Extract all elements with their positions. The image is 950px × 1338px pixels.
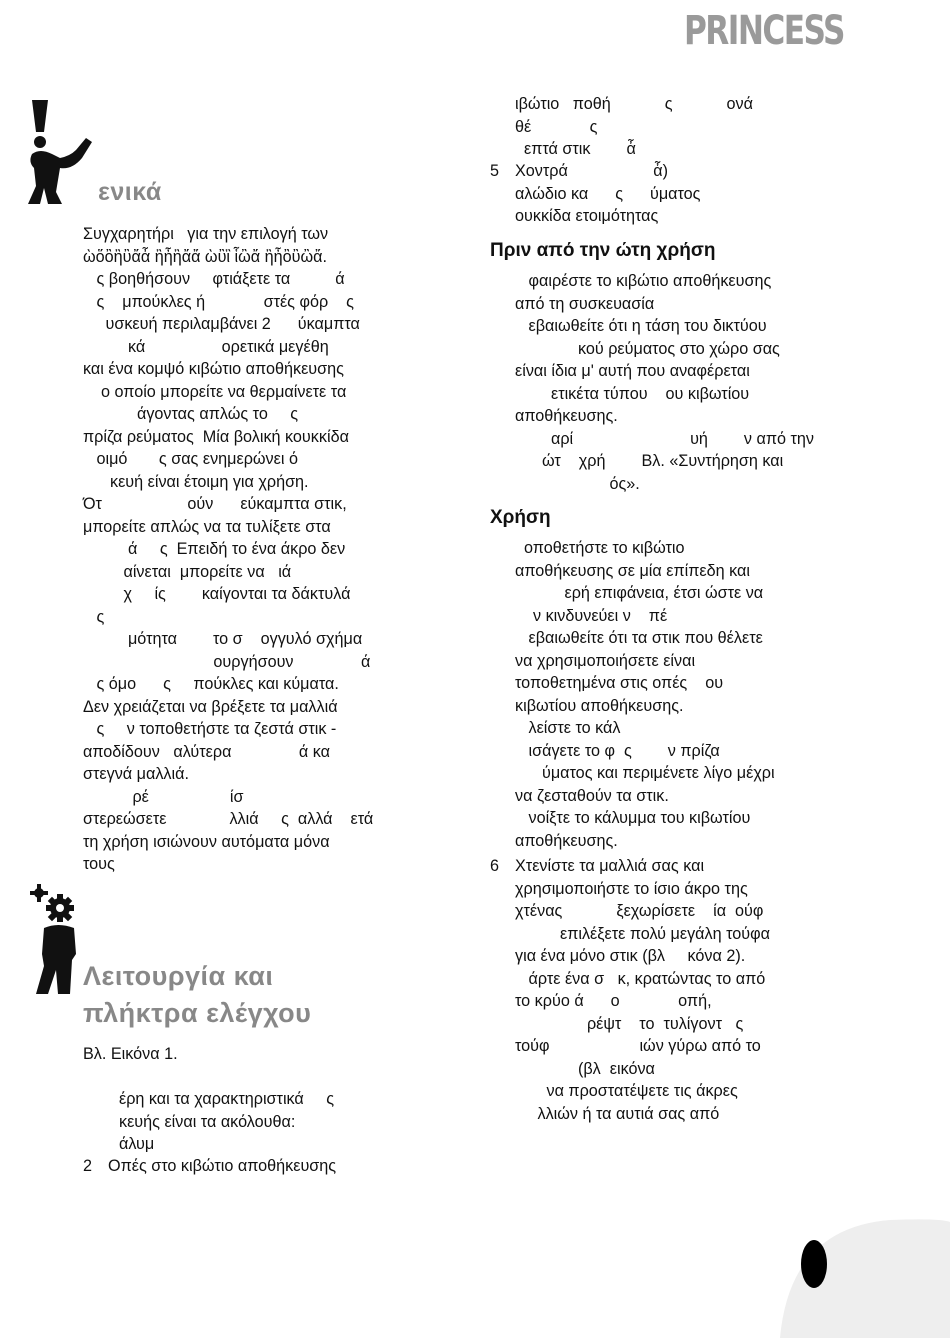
text-line: ς bbox=[83, 607, 105, 626]
text-line: ιβώτιο ποθή ς ονά bbox=[515, 95, 753, 113]
text-line: στερεώσετε λλιά ς αλλά ετά bbox=[83, 810, 374, 828]
text-line: ισάγετε το φ ς ν πρίζα bbox=[515, 741, 720, 760]
text-line: κού ρεύματος στο χώρο σας bbox=[515, 339, 780, 358]
text-line: αρί υή ν από την bbox=[515, 429, 815, 448]
text-line: το κρύο ά ο οπή, bbox=[515, 992, 712, 1010]
text-line: στεγνά μαλλιά. bbox=[83, 765, 189, 783]
text-line: ουκκίδα ετοιμότητας bbox=[515, 207, 659, 225]
text-line: τούφ ιών γύρω από το bbox=[515, 1037, 761, 1055]
gear-head-person-icon bbox=[30, 884, 88, 996]
text-line: λλιών ή τα αυτιά σας από bbox=[515, 1104, 720, 1123]
parts-list-item-5 bbox=[515, 160, 700, 228]
text-line: αποθήκευσης. bbox=[515, 407, 618, 425]
text-line: οποθετήστε το κιβώτιο bbox=[515, 539, 685, 557]
heading-line: πλήκτρα ελέγχου bbox=[83, 998, 312, 1028]
parts-list-item-2 bbox=[108, 1155, 336, 1178]
text-line: ύματος και περιμένετε λίγο μέχρι bbox=[515, 764, 775, 782]
brand-logo: PRINCESS bbox=[684, 8, 844, 54]
text-line: και ένα κομψό κιβώτιο αποθήκευσης bbox=[83, 360, 344, 378]
text-line: Χτενίστε τα μαλλιά σας και bbox=[515, 857, 705, 875]
parts-list bbox=[83, 1088, 334, 1156]
page-tab-oval-icon bbox=[770, 1208, 950, 1338]
text-line: ς όμο ς πούκλες και κύματα. bbox=[83, 675, 339, 693]
text-line: μότητα το σ ογγυλό σχήμα bbox=[83, 630, 363, 648]
text-line: υσκευή περιλαμβάνει 2 ύκαμπτα bbox=[83, 315, 360, 333]
exclamation-person-icon bbox=[26, 96, 98, 206]
see-figure-line: Βλ. Εικόνα 1. bbox=[83, 1045, 178, 1063]
text-line: Δεν χρειάζεται να βρέξετε τα μαλλιά bbox=[83, 697, 338, 716]
text-line: (βλ εικόνα bbox=[515, 1059, 655, 1078]
text-line: αποθήκευσης σε μία επίπεδη και bbox=[515, 561, 750, 580]
item-number: 6 bbox=[490, 857, 500, 875]
text-line: Χοντρά ἆ) bbox=[515, 162, 669, 180]
text-line: για ένα μόνο στικ (βλ κόνα 2). bbox=[515, 947, 746, 965]
text-line: κευής είναι τα ακόλουθα: bbox=[83, 1112, 296, 1131]
text-line: χ ίς καίγονται τα δάκτυλά bbox=[83, 585, 351, 603]
text-line: ετικέτα τύπου ου κιβωτίου bbox=[515, 384, 750, 403]
text-line: ς ν τοποθετήστε τα ζεστά στικ - bbox=[83, 720, 337, 738]
text-line: ουργήσουν ά bbox=[83, 652, 371, 671]
text-line: ς μπούκλες ή στές φόρ ς bbox=[83, 292, 354, 311]
heading-line: Λειτουργία και bbox=[83, 961, 274, 991]
text-line: μπορείτε απλώς να τα τυλίξετε στα bbox=[83, 517, 331, 536]
text-line: από τη συσκευασία bbox=[515, 294, 655, 313]
see-figure-text bbox=[83, 1043, 178, 1066]
text-line: λείστε το κάλ bbox=[515, 719, 621, 737]
text-line: ρέ ίσ bbox=[83, 787, 244, 806]
item-text: Οπές στο κιβώτιο αποθήκευσης bbox=[108, 1157, 337, 1175]
text-line: άλυμ bbox=[83, 1135, 155, 1153]
text-line: αλώδιο κα ς ύματος bbox=[515, 184, 701, 203]
subheading-use: Χρήση bbox=[490, 507, 551, 528]
text-line: επιλέξετε πολύ μεγάλη τούφα bbox=[515, 924, 770, 943]
section-heading-general: ενικά bbox=[98, 178, 162, 206]
text-line: επτά στικ ἆ bbox=[515, 140, 636, 158]
text-line: έρη και τα χαρακτηριστικά ς bbox=[83, 1090, 335, 1108]
item-number: 5 bbox=[490, 162, 500, 180]
text-line: κευή είναι έτοιμη για χρήση. bbox=[83, 472, 309, 491]
text-line: τη χρήση ισιώνουν αυτόματα μόνα bbox=[83, 832, 330, 851]
text-line: τοποθετημένα στις οπές ου bbox=[515, 674, 724, 692]
text-line: ὼὅὂἢὒἄἆ ἢἦἢἄἄ ὼὒἳ ἷὢἄ ἢἦὂὒὢἄ. bbox=[83, 247, 327, 266]
text-line: ς βοηθήσουν φτιάξετε τα ά bbox=[83, 270, 345, 288]
text-line: αποδίδουν αλύτερα ά κα bbox=[83, 742, 331, 761]
text-line: ρέψτ το τυλίγοντ ς bbox=[515, 1014, 744, 1033]
text-line: αποθήκευσης. bbox=[515, 831, 618, 850]
item-number: 2 bbox=[83, 1157, 93, 1175]
text-line: ώτ χρή Βλ. «Συντήρηση και bbox=[515, 452, 784, 470]
text-line: κά ορετικά μεγέθη bbox=[83, 337, 329, 356]
text-line: ά ς Επειδή το ένα άκρο δεν bbox=[83, 540, 346, 558]
parts-list-continued bbox=[515, 93, 753, 161]
text-line: ο οποίο μπορείτε να θερμαίνετε τα bbox=[83, 382, 347, 401]
text-line: χρησιμοποιήστε το ίσιο άκρο της bbox=[515, 879, 748, 898]
use-steps bbox=[515, 537, 775, 852]
text-line: άγοντας απλώς το ς bbox=[83, 405, 299, 423]
text-line: τους bbox=[83, 855, 115, 873]
section-heading-operation bbox=[83, 958, 311, 1032]
text-line: νοίξτε το κάλυμμα του κιβωτίου bbox=[515, 809, 751, 827]
text-line: ός». bbox=[515, 474, 640, 493]
text-line: να προστατέψετε τις άκρες bbox=[515, 1082, 738, 1100]
text-line: φαιρέστε το κιβώτιο αποθήκευσης bbox=[515, 272, 772, 290]
text-line: να ζεσταθούν τα στικ. bbox=[515, 786, 669, 805]
text-line: αίνεται μπορείτε να ιά bbox=[83, 562, 292, 581]
subheading-before-first-use: Πριν από την ώτη χρήση bbox=[490, 240, 716, 261]
text-line: να χρησιμοποιήσετε είναι bbox=[515, 651, 696, 670]
before-first-use-steps bbox=[515, 270, 814, 495]
text-line: άρτε ένα σ κ, κρατώντας το από bbox=[515, 969, 766, 988]
text-line: θέ ς bbox=[515, 117, 598, 136]
text-line: ν κινδυνεύει ν πέ bbox=[515, 606, 668, 625]
text-line: είναι ίδια μ' αυτή που αναφέρεται bbox=[515, 362, 750, 380]
text-line: Συγχαρητήρι για την επιλογή των bbox=[83, 225, 329, 243]
text-line: Ότ ούν εύκαμπτα στικ, bbox=[83, 495, 347, 513]
text-line: εβαιωθείτε ότι η τάση του δικτύου bbox=[515, 317, 767, 335]
use-step-6 bbox=[515, 855, 770, 1125]
text-line: χτένας ξεχωρίσετε ία ούφ bbox=[515, 902, 764, 920]
text-line: ερή επιφάνεια, έτσι ώστε να bbox=[515, 584, 764, 602]
text-line: εβαιωθείτε ότι τα στικ που θέλετε bbox=[515, 629, 763, 647]
text-line: κιβωτίου αποθήκευσης. bbox=[515, 696, 684, 715]
text-line: οιμό ς σας ενημερώνει ό bbox=[83, 450, 298, 468]
text-line: πρίζα ρεύματος Μία βολική κουκκίδα bbox=[83, 427, 349, 446]
general-paragraph bbox=[83, 223, 373, 876]
